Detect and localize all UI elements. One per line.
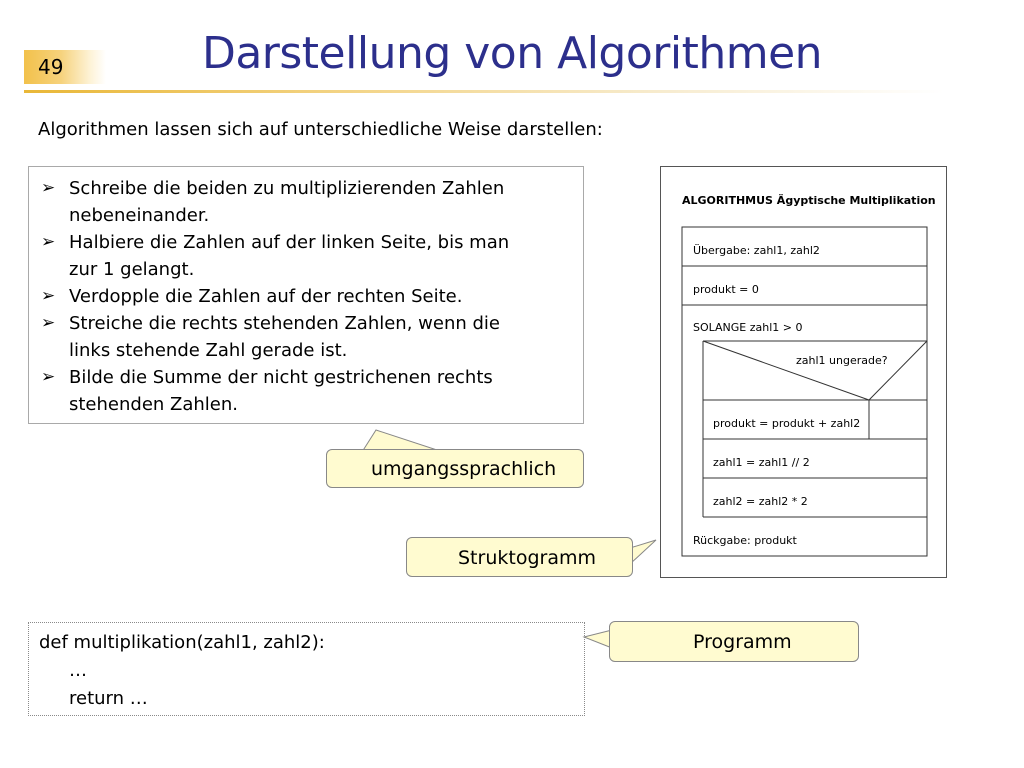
step-line: Bilde die Summe der nicht gestrichenen rechts — [69, 367, 493, 388]
code-line: … — [69, 660, 87, 681]
callout-program: Programm — [609, 621, 859, 662]
struktogramm-title: ALGORITHMUS Ägyptische Multiplikation — [682, 194, 936, 207]
loop-cell: SOLANGE zahl1 > 0 — [693, 321, 803, 334]
step-line: Streiche die rechts stehenden Zahlen, wenn die — [69, 313, 500, 334]
pointer-program — [584, 630, 612, 648]
init-cell: produkt = 0 — [693, 283, 759, 296]
step-line: Halbiere die Zahlen auf der linken Seite, bis man — [69, 232, 510, 253]
slide-number: 49 — [24, 50, 106, 84]
step-line: nebeneinander. — [69, 205, 210, 226]
arrow-bullet-icon: ➢ — [41, 313, 56, 333]
struktogramm-diagram — [660, 166, 947, 578]
double-cell: zahl2 = zahl2 * 2 — [713, 495, 808, 508]
pointer-structogram — [630, 540, 656, 564]
code-box — [28, 622, 585, 716]
step-line: stehenden Zahlen. — [69, 394, 239, 415]
then-cell: produkt = produkt + zahl2 — [713, 417, 861, 430]
halve-cell: zahl1 = zahl1 // 2 — [713, 456, 810, 469]
slide-title: Darstellung von Algorithmen — [201, 28, 823, 79]
step-line: Verdopple die Zahlen auf der rechten Seite. — [69, 286, 463, 307]
arrow-bullet-icon: ➢ — [41, 232, 56, 252]
step-line: links stehende Zahl gerade ist. — [69, 340, 348, 361]
intro-text: Algorithmen lassen sich auf unterschiedliche Weise darstellen: — [38, 119, 603, 140]
condition-cell: zahl1 ungerade? — [796, 354, 888, 367]
struktogramm-lines — [661, 167, 948, 579]
step-line: Schreibe die beiden zu multiplizierenden Zahlen — [69, 178, 505, 199]
code-line: return … — [69, 688, 148, 709]
output-cell: Rückgabe: produkt — [693, 534, 797, 547]
code-line: def multiplikation(zahl1, zahl2): — [39, 632, 325, 653]
step-line: zur 1 gelangt. — [69, 259, 195, 280]
arrow-bullet-icon: ➢ — [41, 367, 56, 387]
callout-prose: umgangssprachlich — [326, 449, 584, 488]
callout-structogram: Struktogramm — [406, 537, 633, 577]
arrow-bullet-icon: ➢ — [41, 178, 56, 198]
input-cell: Übergabe: zahl1, zahl2 — [693, 244, 820, 257]
arrow-bullet-icon: ➢ — [41, 286, 56, 306]
